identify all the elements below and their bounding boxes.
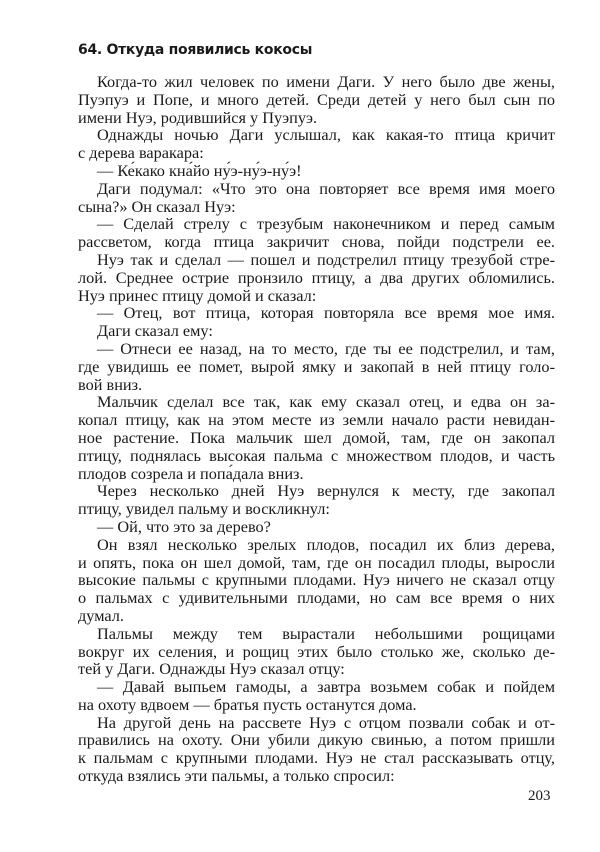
text-line: Однажды ночью Даги услышал, как какая-то птица кричит <box>97 126 555 145</box>
text-line: о пальмах с удивительными плодами, но сам все время о них <box>78 589 555 607</box>
text-line: лой. Среднее острие пронзило птицу, а два других обломились. <box>78 268 555 287</box>
text-line: Мальчик сделал все так, как ему сказал отец, и едва он за- <box>97 393 555 412</box>
text-line: имени Нуэ, родившийся у Пуэпуэ. <box>78 107 318 127</box>
text-line: — Отец, вот птица, которая повторяла все время мое имя. <box>97 304 555 323</box>
text-line: думал. <box>78 605 124 625</box>
text-line: — Отнеси ее назад, на то место, где ты ее подстрелил, и там, <box>97 339 555 358</box>
text-line: Даги сказал ему: <box>97 321 213 341</box>
text-line: копал птицу, как на этом месте из земли начало расти невидан- <box>78 411 555 429</box>
text-line: Он взял несколько зрелых плодов, посадил их близ дерева, <box>97 535 555 554</box>
text-line: Через несколько дней Нуэ вернулся к месту, где закопал <box>97 482 555 501</box>
text-line: Когда-то жил человек по имени Даги. У него было две жены, <box>97 73 555 91</box>
chapter-title: 64. Откуда появились кокосы <box>78 42 313 58</box>
text-line: вокруг их селения, и рощиц этих было столько же, сколько де- <box>78 642 555 661</box>
text-line: где увидишь ее помет, вырой ямку и закопай в ней птицу голо- <box>78 357 555 376</box>
text-line: — Ой, что это за дерево? <box>97 516 271 536</box>
text-line: Пуэпуэ и Попе, и много детей. Среди детей у него был сын по <box>78 90 555 109</box>
text-line: тей у Даги. Однажды Нуэ сказал отцу: <box>78 659 345 679</box>
text-line: сына?» Он сказал Нуэ: <box>78 196 236 216</box>
text-line: Нуэ так и сделал — пошел и подстрелил птицу трезубой стре- <box>97 250 555 269</box>
text-line: вой вниз. <box>78 374 143 394</box>
text-line: с дерева варакара: <box>78 143 204 163</box>
text-line: и опять, пока он шел домой, там, где он посадил плоды, выросли <box>78 553 555 572</box>
text-line: птицу, поднялась высокая пальма с множеством плодов, и часть <box>78 446 555 465</box>
text-line: Пальмы между тем вырастали небольшими рощицами <box>97 624 555 643</box>
text-line: Нуэ принес птицу домой и сказал: <box>78 285 317 305</box>
text-line: ное растение. Пока мальчик шел домой, там, где он закопал <box>78 428 555 447</box>
text-line: птицу, увидел пальму и воскликнул: <box>78 499 330 519</box>
text-line: на охоту вдвоем — братья пусть останутся дома. <box>78 694 417 714</box>
text-line: — Сделай стрелу с трезубым наконечником и перед самым <box>97 215 555 234</box>
text-line: откуда взялись эти пальмы, а только спросил: <box>78 766 395 786</box>
text-line: рассветом, когда птица закричит снова, пойди подстрели ее. <box>78 233 555 251</box>
text-line: плодов созрела и попа́дала вниз. <box>78 463 304 483</box>
text-line: правились на охоту. Они убили дикую свинью, а потом пришли <box>78 731 555 750</box>
body-text <box>78 73 555 785</box>
text-line: На другой день на рассвете Нуэ с отцом позвали собак и от- <box>97 713 555 732</box>
text-line: — Ке́како кна́йо ну́э-ну́э-ну́э! <box>97 160 302 180</box>
text-line: высокие пальмы с крупными плодами. Нуэ ничего не сказал отцу <box>78 571 555 590</box>
text-line: к пальмам с крупными плодами. Нуэ не стал рассказывать отцу, <box>78 749 555 768</box>
text-line: — Давай выпьем гамоды, а завтра возьмем собак и пойдем <box>97 678 555 696</box>
page-number: 203 <box>528 788 551 804</box>
text-line: Даги подумал: «Что это она повторяет все время имя моего <box>97 179 555 198</box>
